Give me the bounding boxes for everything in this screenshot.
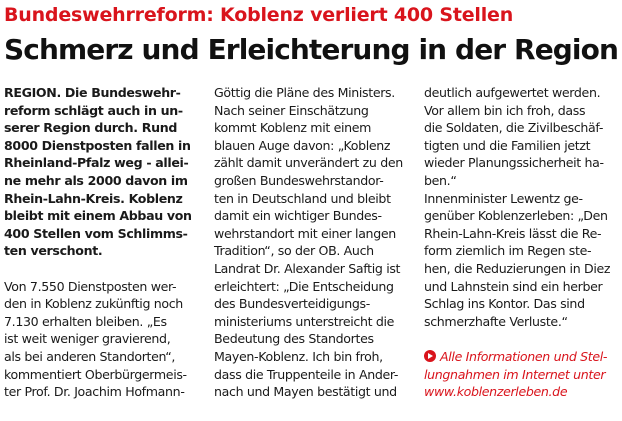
body-line: als bei anderen Standorten“, [4,348,176,364]
body-line: blauen Auge davon: „Koblenz [214,137,391,153]
lead-line: ne mehr als 2000 davon im [4,172,188,188]
body-line: Rhein-Lahn-Kreis lässt die Re- [424,225,602,241]
arrow-right-circle-icon [424,350,436,362]
lead-line: serer Region durch. Rund [4,120,177,136]
lead-line: Rheinland-Pfalz weg - allei- [4,155,189,171]
body-line: Innenminister Lewentz ge- [424,190,583,206]
body-line: tigten und die Familien jetzt [424,137,591,153]
body-line: kommt Koblenz mit einem [214,120,372,136]
body-line: hen, die Reduzierungen in Diez [424,260,611,276]
body-line: ter Prof. Dr. Joachim Hofmann- [4,384,185,400]
body-paragraph [4,278,202,401]
lead-line: Rhein-Lahn-Kreis. Koblenz [4,190,183,206]
lead-line: 8000 Dienstposten fallen in [4,137,191,153]
body-line: Landrat Dr. Alexander Saftig ist [214,260,401,276]
more-info-line [424,383,618,401]
article-column-2 [214,84,412,401]
body-line: wehrstandort mit einer langen [214,225,396,241]
more-info-text: Alle Informationen und Stel- [440,348,608,364]
body-line: wieder Planungssicherheit ha- [424,155,604,171]
body-line: ist weit weniger gravierend, [4,331,171,347]
body-line: die Soldaten, die Zivilbeschäf- [424,120,604,136]
article-kicker: Bundeswehrreform: Koblenz verliert 400 Stellen [4,4,514,26]
lead-line: REGION. Die Bundeswehr- [4,85,181,100]
body-line: nach und Mayen bestätigt und [214,384,397,400]
website-link[interactable]: www.koblenzerleben.de [424,384,568,400]
body-line: Schlag ins Kontor. Das sind [424,296,585,312]
body-line: schmerzhafte Verluste.“ [424,313,568,329]
body-line: des Bundesverteidigungs- [214,296,370,312]
body-line: Mayen-Koblenz. Ich bin froh, [214,348,383,364]
body-line: den in Koblenz zukünftig noch [4,296,183,312]
article-headline: Schmerz und Erleichterung in der Region [4,33,618,66]
body-line: großen Bundeswehrstandor- [214,172,384,188]
more-info-line: lungnahmen im Internet unter [424,366,606,382]
paragraph-gap [4,260,202,278]
body-line: Nach seiner Einschätzung [214,102,369,118]
body-line: Von 7.550 Dienstposten wer- [4,278,177,294]
body-line: zählt damit unverändert zu den [214,155,403,171]
lead-line: bleibt mit einem Abbau von [4,208,192,224]
body-line: Göttig die Pläne des Ministers. [214,85,395,100]
body-line: ben.“ [424,172,457,188]
body-line: ministeriums unterstreicht die [214,313,395,329]
body-line: form ziemlich im Regen ste- [424,243,592,259]
lead-line: reform schlägt auch in un- [4,102,183,118]
body-line: damit ein wichtiger Bundes- [214,208,382,224]
body-line: Bedeutung des Standortes [214,331,374,347]
paragraph-gap [424,330,618,348]
lead-paragraph [4,84,202,260]
body-line: kommentiert Oberbürgermeis- [4,366,187,382]
article-column-1 [4,84,202,401]
more-info-line [424,348,618,366]
lead-line: 400 Stellen vom Schlimms- [4,225,188,241]
body-line: genüber Koblenzerleben: „Den [424,208,608,224]
article-column-3 [424,84,618,401]
body-line: und Lahnstein sind ein herber [424,278,603,294]
body-line: dass die Truppenteile in Ander- [214,366,399,382]
body-line: 7.130 erhalten bleiben. „Es [4,313,167,329]
body-line: deutlich aufgewertet werden. [424,85,601,100]
body-line: erleichtert: „Die Entscheidung [214,278,394,294]
lead-line: ten verschont. [4,243,103,259]
more-info-box [424,348,618,401]
body-line: ten in Deutschland und bleibt [214,190,391,206]
body-line: Tradition“, so der OB. Auch [214,243,374,259]
body-line: Vor allem bin ich froh, dass [424,102,586,118]
